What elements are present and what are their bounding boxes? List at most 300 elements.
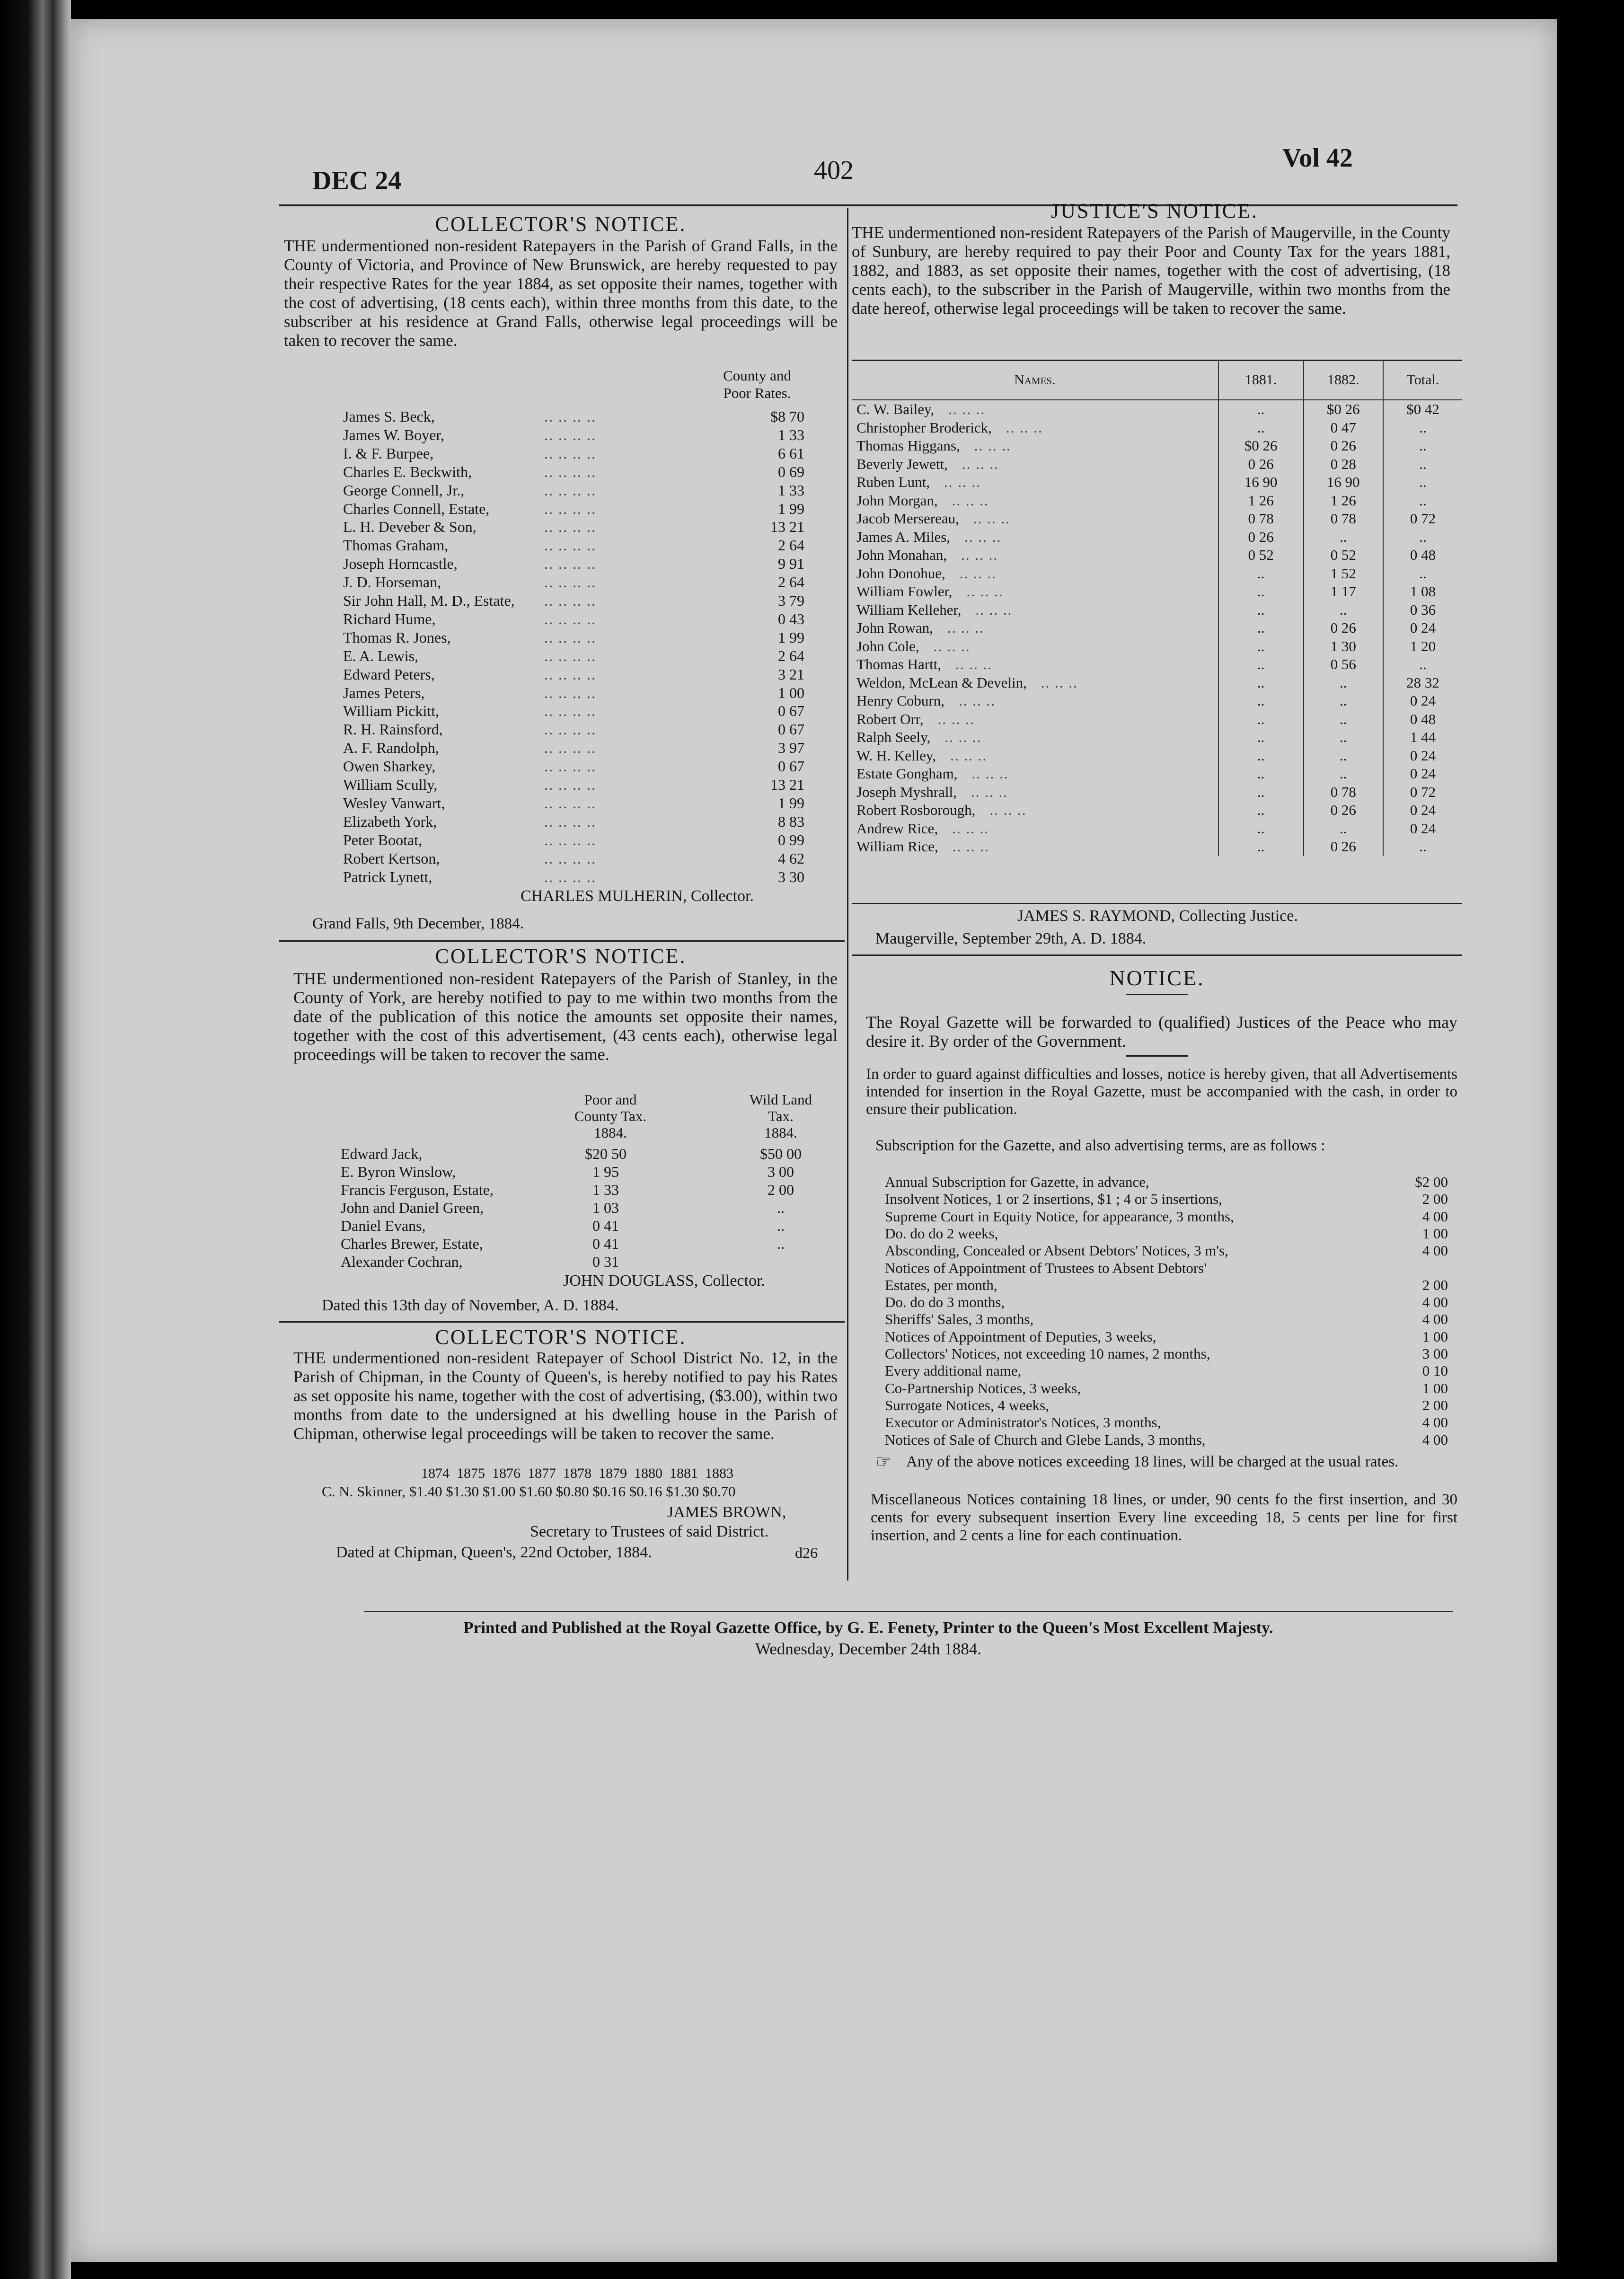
collector-1-amount: 0 67 xyxy=(778,702,804,720)
collector-notice-2-dateline: Dated this 13th day of November, A. D. 1884. xyxy=(322,1297,619,1314)
justice-name-text: Beverly Jewett, xyxy=(856,455,948,472)
justice-1882: .. xyxy=(1304,747,1383,765)
justice-1882: 0 26 xyxy=(1304,437,1383,455)
justice-table-row xyxy=(852,728,1462,747)
justice-1881: .. xyxy=(1218,710,1304,729)
footer-date: Wednesday, December 24th 1884. xyxy=(755,1640,981,1658)
justice-1881: 0 52 xyxy=(1218,546,1304,565)
rule-right-1 xyxy=(852,954,1462,956)
collector-2-poor-tax: 0 31 xyxy=(592,1253,619,1270)
column-divider xyxy=(847,208,848,1581)
justice-total: 0 24 xyxy=(1383,765,1462,783)
leader-dots: .. .. .. xyxy=(975,601,1013,618)
rate-label: Supreme Court in Equity Notice, for appearance, 3 months, xyxy=(885,1208,1234,1225)
rate-years: 1874 1875 1876 1877 1878 1879 1880 1881 1883 xyxy=(421,1466,733,1481)
collector-2-poor-tax: 0 41 xyxy=(592,1235,619,1252)
justice-total: 1 44 xyxy=(1383,728,1462,747)
rate-label: Executor or Administrator's Notices, 3 months, xyxy=(885,1414,1161,1431)
justice-1882: .. xyxy=(1304,710,1383,729)
justice-total: 0 24 xyxy=(1383,801,1462,820)
justice-notice-signature: JAMES S. RAYMOND, Collecting Justice. xyxy=(1017,907,1298,925)
justice-1882: .. xyxy=(1304,820,1383,838)
leader-dots: .. .. .. .. xyxy=(544,702,596,720)
leader-dots: .. .. .. xyxy=(971,783,1008,800)
justice-table-row xyxy=(852,528,1462,547)
justice-1881: .. xyxy=(1218,583,1304,601)
notice-title-rule xyxy=(1126,994,1188,995)
leader-dots: .. .. .. xyxy=(966,583,1004,600)
collector-1-name: Robert Kertson, xyxy=(343,849,440,867)
collector-notice-2-signature: JOHN DOUGLASS, Collector. xyxy=(563,1272,765,1290)
collector-1-name: Thomas Graham, xyxy=(343,537,449,554)
justice-name-text: Robert Rosborough, xyxy=(856,802,976,819)
justice-table-row xyxy=(852,655,1462,674)
justice-table-row xyxy=(852,765,1462,783)
justice-name-text: Christopher Broderick, xyxy=(856,419,992,436)
collector-1-amount: 13 21 xyxy=(770,518,804,536)
collector-1-amount: 3 79 xyxy=(778,592,804,609)
justice-table-bottom-rule xyxy=(852,903,1462,904)
leader-dots: .. .. .. xyxy=(944,474,981,491)
footer-rule xyxy=(364,1611,1453,1612)
justice-table-row xyxy=(852,546,1462,565)
justice-table-row xyxy=(852,783,1462,802)
leader-dots: .. .. .. xyxy=(950,747,988,764)
leader-dots: .. .. .. .. xyxy=(544,610,596,627)
justice-total: 0 24 xyxy=(1383,820,1462,838)
leader-dots: .. .. .. .. xyxy=(544,813,596,830)
collector-2-name: John and Daniel Green, xyxy=(341,1199,484,1216)
justice-name xyxy=(852,455,1218,474)
collector-notice-3-title: COLLECTOR'S NOTICE. xyxy=(435,1325,687,1349)
collector-1-amount: 2 64 xyxy=(778,574,804,591)
collector-notice-3-code: d26 xyxy=(795,1544,818,1561)
collector-1-amount: 9 91 xyxy=(778,555,804,573)
rate-payer-row: C. N. Skinner, $1.40 $1.30 $1.00 $1.60 $0.80 $0.16 $0.16 $1.30 $0.70 xyxy=(322,1483,736,1500)
justice-name-text: Robert Orr, xyxy=(856,710,924,727)
collector-1-name: Edward Peters, xyxy=(343,665,435,683)
leader-dots: .. .. .. .. xyxy=(544,408,596,425)
justice-name xyxy=(852,710,1218,729)
justice-name-text: Thomas Higgans, xyxy=(856,437,960,454)
justice-1882: 0 47 xyxy=(1304,419,1383,437)
collector-notice-1-intro: THE undermentioned non-resident Ratepayers in the Parish of Grand Falls, in the County of Victoria, and Province of New Brunswick, are hereby requested to pay their respective Rates for the year 1884, as set opposite their names, together with the cost of advertising, (18 cents each), within three months from this date, to the subscriber at his residence at Grand Falls, otherwise legal proceedings will be taken to recover the same. xyxy=(284,237,838,350)
justice-total: 0 48 xyxy=(1383,546,1462,565)
rate-price: 1 00 xyxy=(1422,1225,1448,1242)
collector-notice-1-title: COLLECTOR'S NOTICE. xyxy=(435,212,687,236)
justice-1881: 1 26 xyxy=(1218,492,1304,510)
rate-price: 1 00 xyxy=(1422,1379,1448,1396)
col-names: Names. xyxy=(1014,372,1056,388)
justice-1881: .. xyxy=(1218,637,1304,656)
col-1881: 1881. xyxy=(1218,361,1304,400)
collector-1-name: L. H. Deveber & Son, xyxy=(343,518,477,536)
justice-total: .. xyxy=(1383,473,1462,492)
justice-table-row xyxy=(852,710,1462,729)
leader-dots: .. .. .. xyxy=(1006,419,1043,436)
collector-notice-2-title: COLLECTOR'S NOTICE. xyxy=(435,945,687,968)
justice-name-text: John Morgan, xyxy=(856,492,938,509)
leader-dots: .. .. .. xyxy=(937,710,975,727)
notice-p5: Miscellaneous Notices containing 18 lines, or under, 90 cents fo the first insertion, and 30 cents for every subsequent insertion Every line exceeding 18, 5 cents per line for first insertion, and 2 cents a line for each continuation. xyxy=(871,1491,1457,1544)
rule-left-1 xyxy=(279,940,845,942)
justice-table-row xyxy=(852,674,1462,692)
collector-1-name: Joseph Horncastle, xyxy=(343,555,458,573)
collector-2-wild-land-tax: $50 00 xyxy=(760,1145,802,1162)
justice-1881: 0 78 xyxy=(1218,510,1304,528)
justice-name-text: Thomas Hartt, xyxy=(856,656,942,673)
justice-1882: 1 26 xyxy=(1304,492,1383,510)
leader-dots: .. .. .. .. xyxy=(544,849,596,867)
justice-table-row xyxy=(852,820,1462,838)
collector-1-amount: 2 64 xyxy=(778,647,804,664)
collector-1-amount: 4 62 xyxy=(778,849,804,867)
collector-1-amount: 0 67 xyxy=(778,758,804,775)
collector-2-name: Edward Jack, xyxy=(341,1145,423,1162)
justice-table-row xyxy=(852,565,1462,583)
justice-1881: .. xyxy=(1218,783,1304,802)
justice-notice-intro: THE undermentioned non-resident Ratepayers of the Parish of Maugerville, in the County of Sunbury, are hereby required to pay their Poor and County Tax for the years 1881, 1882, and 1883, as set opposite their names, together with the cost of advertising, (18 cents each), to the subscriber in the Parish of Maugerville, within two months from the date hereof, otherwise legal proceedings will be taken to recover the same. xyxy=(852,223,1450,318)
collector-2-wild-land-tax: .. xyxy=(777,1199,785,1216)
justice-total: 0 24 xyxy=(1383,692,1462,710)
leader-dots: .. .. .. xyxy=(964,528,1002,545)
rate-label: Estates, per month, xyxy=(885,1276,997,1293)
justice-1882: .. xyxy=(1304,765,1383,783)
rate-price: 4 00 xyxy=(1422,1414,1448,1431)
justice-1881: .. xyxy=(1218,674,1304,692)
justice-table-row xyxy=(852,492,1462,510)
justice-name-text: William Fowler, xyxy=(856,583,953,600)
justice-table-row xyxy=(852,619,1462,637)
justice-1882: 1 17 xyxy=(1304,583,1383,601)
collector-1-name: R. H. Rainsford, xyxy=(343,721,443,738)
justice-1881: $0 26 xyxy=(1218,437,1304,455)
justice-name-text: John Monahan, xyxy=(856,547,947,564)
justice-1882: $0 26 xyxy=(1304,400,1383,419)
col-head-county-1: County and xyxy=(723,367,791,384)
collector-1-amount: 1 00 xyxy=(778,684,804,701)
collector-1-amount: 0 69 xyxy=(778,463,804,480)
justice-total: .. xyxy=(1383,528,1462,547)
collector-1-name: Wesley Vanwart, xyxy=(343,794,445,812)
rate-label: Annual Subscription for Gazette, in advance, xyxy=(885,1174,1149,1190)
collector-2-poor-tax: 0 41 xyxy=(592,1217,619,1234)
justice-name-text: Jacob Mersereau, xyxy=(856,510,959,527)
justice-1882: .. xyxy=(1304,674,1383,692)
collector-1-amount: 1 33 xyxy=(778,426,804,443)
collector-2-name: Charles Brewer, Estate, xyxy=(341,1235,483,1252)
rate-price: 4 00 xyxy=(1422,1311,1448,1328)
rate-label: Do. do do 2 weeks, xyxy=(885,1225,998,1242)
justice-total: .. xyxy=(1383,437,1462,455)
justice-total: .. xyxy=(1383,492,1462,510)
collector-1-amount: 0 99 xyxy=(778,831,804,848)
justice-1882: 1 52 xyxy=(1304,565,1383,583)
justice-name-text: W. H. Kelley, xyxy=(856,747,936,764)
head-wild-3: 1884. xyxy=(764,1124,797,1141)
collector-1-amount: 8 83 xyxy=(778,813,804,830)
justice-table-row xyxy=(852,455,1462,474)
leader-dots: .. .. .. xyxy=(947,619,984,636)
footer-imprint: Printed and Published at the Royal Gazette Office, by G. E. Fenety, Printer to the Queen's Most Excellent Majesty. xyxy=(463,1618,1273,1637)
justice-name xyxy=(852,801,1218,820)
leader-dots: .. .. .. xyxy=(952,820,989,837)
justice-total: $0 42 xyxy=(1383,400,1462,419)
justice-table-row xyxy=(852,601,1462,619)
leader-dots: .. .. .. .. xyxy=(544,537,596,554)
page-binding-edge xyxy=(0,0,71,2279)
leader-dots: .. .. .. xyxy=(952,838,989,855)
justice-name xyxy=(852,583,1218,601)
justice-total: 1 20 xyxy=(1383,637,1462,656)
notice-title: NOTICE. xyxy=(1109,966,1205,990)
justice-name xyxy=(852,765,1218,783)
justice-name-text: Ralph Seely, xyxy=(856,729,931,746)
col-1882: 1882. xyxy=(1304,361,1383,400)
justice-1882: .. xyxy=(1304,601,1383,619)
justice-1881: .. xyxy=(1218,728,1304,747)
collector-1-name: Owen Sharkey, xyxy=(343,758,436,775)
leader-dots: .. .. .. xyxy=(958,692,996,709)
rate-label: Notices of Appointment of Trustees to Absent Debtors' xyxy=(885,1259,1207,1276)
justice-table-row xyxy=(852,473,1462,492)
leader-dots: .. .. .. xyxy=(974,437,1011,454)
collector-1-amount: $8 70 xyxy=(770,408,804,425)
collector-1-amount: 1 33 xyxy=(778,481,804,499)
collector-1-amount: 0 43 xyxy=(778,610,804,627)
notice-p4: Any of the above notices exceeding 18 lines, will be charged at the usual rates. xyxy=(906,1453,1399,1470)
leader-dots: .. .. .. .. xyxy=(544,831,596,848)
justice-1882: 0 78 xyxy=(1304,510,1383,528)
justice-1882: 0 52 xyxy=(1304,546,1383,565)
justice-name xyxy=(852,528,1218,547)
collector-1-amount: 1 99 xyxy=(778,794,804,812)
collector-notice-3-signature: JAMES BROWN, xyxy=(667,1503,786,1521)
justice-table-row xyxy=(852,437,1462,455)
leader-dots: .. .. .. .. xyxy=(544,665,596,683)
leader-dots: .. .. .. xyxy=(961,547,998,564)
justice-total: .. xyxy=(1383,655,1462,674)
justice-name-text: William Kelleher, xyxy=(856,601,962,618)
justice-1882: .. xyxy=(1304,728,1383,747)
collector-1-name: I. & F. Burpee, xyxy=(343,444,434,462)
leader-dots: .. .. .. xyxy=(944,729,982,746)
collector-1-name: J. D. Horseman, xyxy=(343,574,441,591)
rate-price: 2 00 xyxy=(1422,1276,1448,1293)
rate-price: 4 00 xyxy=(1422,1431,1448,1448)
rate-price xyxy=(1391,1260,1448,1278)
justice-name-text: James A. Miles, xyxy=(856,528,951,545)
collector-1-name: E. A. Lewis, xyxy=(343,647,419,664)
collector-notice-3-intro: THE undermentioned non-resident Ratepayer of School District No. 12, in the Parish of Chipman, in the County of Queen's, is hereby notified to pay his Rates as set opposite his name, together with the cost of advertising, ($3.00), within two months from date to the undersigned at his dwelling house in the Parish of Chipman, otherwise legal proceedings will be taken to recover the same. xyxy=(293,1349,838,1443)
notice-p2: In order to guard against difficulties and losses, notice is hereby given, that all Advertisements intended for insertion in the Royal Gazette, must be accompanied with the cash, in order to ensure their publication. xyxy=(866,1066,1457,1118)
col-total: Total. xyxy=(1383,361,1462,400)
justice-1882: 0 26 xyxy=(1304,838,1383,856)
collector-1-name: A. F. Randolph, xyxy=(343,739,439,757)
justice-total: 1 08 xyxy=(1383,583,1462,601)
collector-notice-2-intro: THE undermentioned non-resident Ratepayers of the Parish of Stanley, in the County of York, are hereby notified to pay to me within two months from the date of the publication of this notice the amounts set opposite their names, together with the cost of this advertisement, (43 cents each), otherwise legal proceedings will be taken to recover the same. xyxy=(293,969,838,1064)
leader-dots: .. .. .. xyxy=(933,637,971,654)
collector-2-name: Alexander Cochran, xyxy=(341,1253,463,1270)
justice-1881: .. xyxy=(1218,400,1304,419)
rate-label: Do. do do 3 months, xyxy=(885,1294,1005,1311)
leader-dots: .. .. .. .. xyxy=(544,721,596,738)
collector-1-name: William Pickitt, xyxy=(343,702,440,720)
collector-2-poor-tax: $20 50 xyxy=(585,1145,627,1162)
leader-dots: .. .. .. .. xyxy=(544,868,596,885)
justice-total: 28 32 xyxy=(1383,674,1462,692)
justice-name xyxy=(852,565,1218,583)
leader-dots: .. .. .. xyxy=(955,656,993,673)
rate-label: Notices of Sale of Church and Glebe Lands, 3 months, xyxy=(885,1431,1206,1448)
collector-notice-1-dateline: Grand Falls, 9th December, 1884. xyxy=(312,915,524,932)
justice-total: .. xyxy=(1383,455,1462,474)
leader-dots: .. .. .. .. xyxy=(544,481,596,499)
collector-1-amount: 6 61 xyxy=(778,444,804,462)
justice-name xyxy=(852,820,1218,838)
collector-1-amount: 3 21 xyxy=(778,665,804,683)
collector-1-name: Peter Bootat, xyxy=(343,831,423,848)
rate-label: Every additional name, xyxy=(885,1362,1022,1379)
collector-1-name: Charles E. Beckwith, xyxy=(343,463,472,480)
justice-table-row xyxy=(852,510,1462,528)
leader-dots: .. .. .. .. xyxy=(544,500,596,517)
collector-2-wild-land-tax: .. xyxy=(777,1235,785,1252)
rate-label: Absconding, Concealed or Absent Debtors' Notices, 3 m's, xyxy=(885,1242,1228,1259)
justice-table-row xyxy=(852,637,1462,656)
justice-name xyxy=(852,601,1218,619)
justice-name-text: Weldon, McLean & Develin, xyxy=(856,674,1027,691)
justice-name-text: Henry Coburn, xyxy=(856,692,944,709)
collector-1-name: Patrick Lynett, xyxy=(343,868,432,885)
collector-2-wild-land-tax: .. xyxy=(777,1217,785,1234)
justice-name-text: John Donohue, xyxy=(856,565,945,582)
leader-dots: .. .. .. xyxy=(952,492,989,509)
justice-table-row xyxy=(852,838,1462,856)
justice-1881: .. xyxy=(1218,655,1304,674)
justice-1881: 0 26 xyxy=(1218,528,1304,547)
collector-1-amount: 0 67 xyxy=(778,721,804,738)
collector-1-name: George Connell, Jr., xyxy=(343,481,465,499)
justice-name xyxy=(852,728,1218,747)
justice-name-text: John Cole, xyxy=(856,637,919,654)
justice-1882: 0 28 xyxy=(1304,455,1383,474)
collector-1-name: Charles Connell, Estate, xyxy=(343,500,490,517)
justice-name xyxy=(852,419,1218,437)
leader-dots: .. .. .. .. xyxy=(544,628,596,646)
rate-label: Collectors' Notices, not exceeding 10 names, 2 months, xyxy=(885,1345,1210,1362)
justice-table-row xyxy=(852,801,1462,820)
collector-2-poor-tax: 1 03 xyxy=(592,1199,619,1216)
justice-table xyxy=(852,361,1462,856)
collector-1-amount: 2 64 xyxy=(778,537,804,554)
justice-name xyxy=(852,674,1218,692)
justice-1882: 1 30 xyxy=(1304,637,1383,656)
justice-total: 0 48 xyxy=(1383,710,1462,729)
justice-name xyxy=(852,692,1218,710)
head-wild-1: Wild Land xyxy=(749,1091,812,1108)
rate-price: 4 00 xyxy=(1422,1242,1448,1259)
rate-price: 4 00 xyxy=(1422,1294,1448,1311)
head-poor-3: 1884. xyxy=(594,1124,627,1141)
justice-name xyxy=(852,637,1218,656)
justice-name-text: Estate Gongham, xyxy=(856,765,958,782)
rate-price: 2 00 xyxy=(1422,1191,1448,1208)
collector-1-amount: 13 21 xyxy=(770,776,804,793)
collector-notice-1-signature: CHARLES MULHERIN, Collector. xyxy=(521,887,754,905)
leader-dots: .. .. .. xyxy=(1041,674,1078,691)
leader-dots: .. .. .. xyxy=(948,401,986,418)
rate-label: Notices of Appointment of Deputies, 3 weeks, xyxy=(885,1328,1156,1345)
justice-table-row xyxy=(852,419,1462,437)
rate-label: Co-Partnership Notices, 3 weeks, xyxy=(885,1379,1081,1396)
justice-name xyxy=(852,492,1218,510)
leader-dots: .. .. .. .. xyxy=(544,574,596,591)
justice-name xyxy=(852,510,1218,528)
leader-dots: .. .. .. xyxy=(973,510,1010,527)
collector-1-name: Richard Hume, xyxy=(343,610,436,627)
collector-1-name: James W. Boyer, xyxy=(343,426,444,443)
page-date: DEC 24 xyxy=(312,166,402,195)
justice-total: 0 24 xyxy=(1383,747,1462,765)
notice-p1: The Royal Gazette will be forwarded to (qualified) Justices of the Peace who may desire it. By order of the Government. xyxy=(866,1013,1457,1051)
rate-label: Surrogate Notices, 4 weeks, xyxy=(885,1396,1049,1413)
collector-1-amount: 1 99 xyxy=(778,628,804,646)
justice-name xyxy=(852,400,1218,419)
collector-notice-3-signature-title: Secretary to Trustees of said District. xyxy=(530,1523,769,1540)
justice-name xyxy=(852,783,1218,802)
gazette-page xyxy=(71,19,1557,2262)
justice-1881: .. xyxy=(1218,820,1304,838)
leader-dots: .. .. .. xyxy=(959,565,997,582)
head-wild-2: Tax. xyxy=(768,1108,794,1124)
justice-1882: 0 26 xyxy=(1304,619,1383,637)
collector-1-amount: 1 99 xyxy=(778,500,804,517)
collector-1-amount: 3 97 xyxy=(778,739,804,757)
justice-table-row xyxy=(852,583,1462,601)
justice-1881: 0 26 xyxy=(1218,455,1304,474)
collector-2-name: E. Byron Winslow, xyxy=(341,1163,456,1180)
justice-name-text: Ruben Lunt, xyxy=(856,474,930,491)
leader-dots: .. .. .. .. xyxy=(544,647,596,664)
justice-name-text: Joseph Myshrall, xyxy=(856,783,957,800)
justice-1881: .. xyxy=(1218,838,1304,856)
justice-table-row xyxy=(852,400,1462,419)
rate-price: 2 00 xyxy=(1422,1396,1448,1413)
leader-dots: .. .. .. xyxy=(962,455,999,472)
justice-name xyxy=(852,473,1218,492)
leader-dots: .. .. .. .. xyxy=(544,739,596,757)
leader-dots: .. .. .. .. xyxy=(544,555,596,573)
justice-1882: 0 56 xyxy=(1304,655,1383,674)
leader-dots: .. .. .. .. xyxy=(544,758,596,775)
justice-total: 0 24 xyxy=(1383,619,1462,637)
justice-name xyxy=(852,747,1218,765)
collector-1-name: Thomas R. Jones, xyxy=(343,628,451,646)
justice-table-row xyxy=(852,747,1462,765)
rate-label: Sheriffs' Sales, 3 months, xyxy=(885,1311,1034,1328)
leader-dots: .. .. .. xyxy=(989,802,1027,819)
justice-name xyxy=(852,838,1218,856)
justice-name-text: John Rowan, xyxy=(856,619,933,636)
justice-1882: .. xyxy=(1304,692,1383,710)
collector-notice-3-dateline: Dated at Chipman, Queen's, 22nd October, 1884. xyxy=(336,1544,652,1561)
leader-dots: .. .. .. .. xyxy=(544,684,596,701)
volume-number: Vol 42 xyxy=(1282,143,1353,173)
collector-1-name: James S. Beck, xyxy=(343,408,435,425)
collector-2-wild-land-tax: 2 00 xyxy=(768,1181,794,1198)
justice-name xyxy=(852,437,1218,455)
